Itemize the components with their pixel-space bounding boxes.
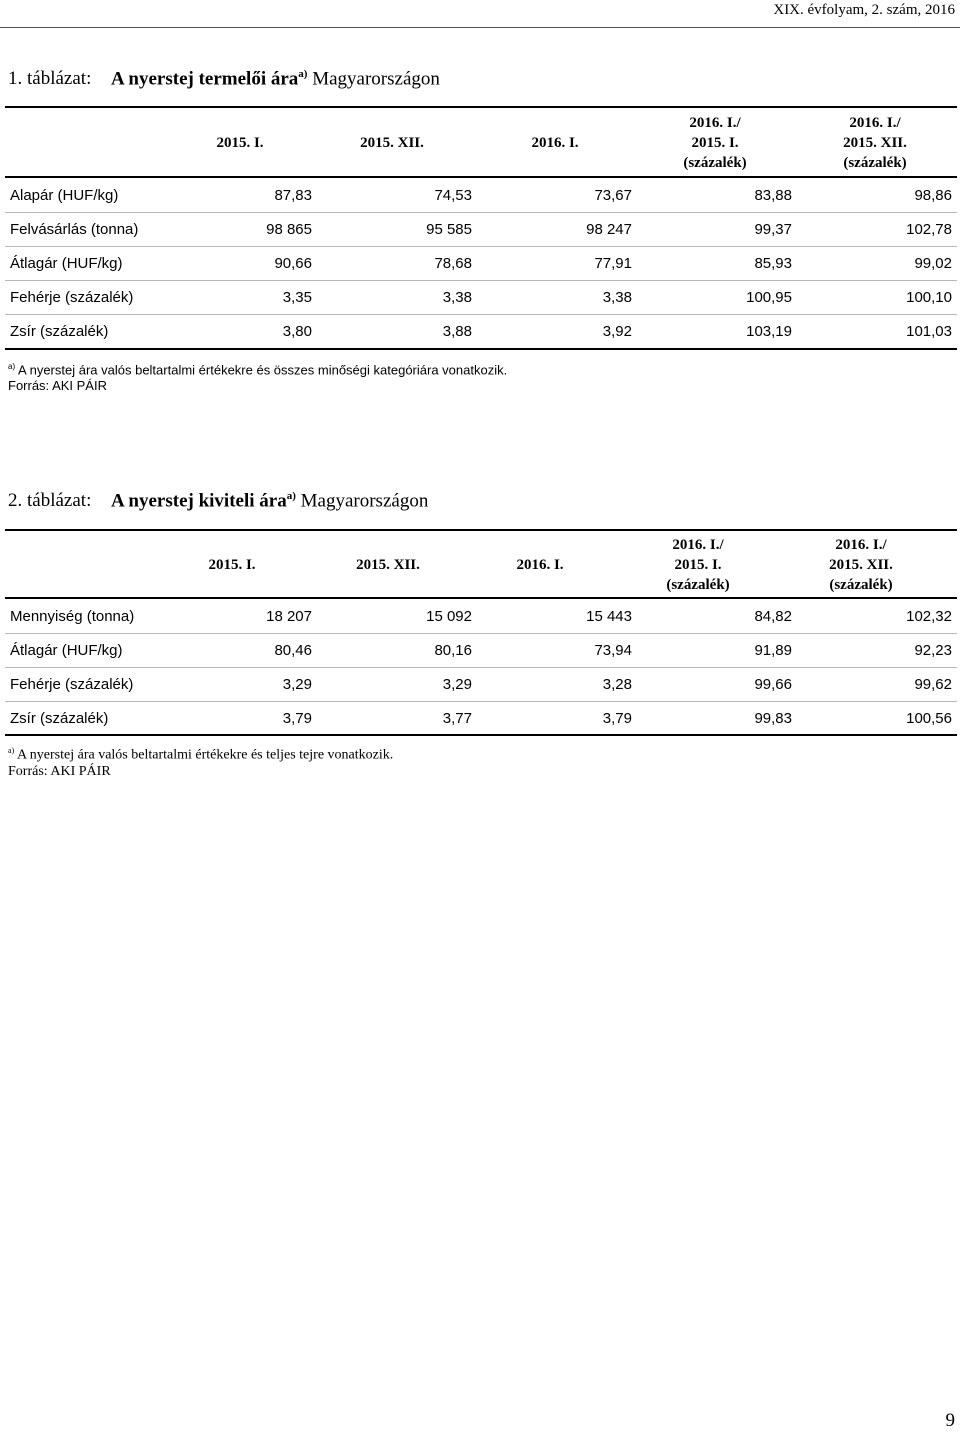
cell-ratio-2015-xii: 101,03 (906, 323, 952, 340)
cell-2015-i: 80,46 (274, 642, 312, 659)
row-label: Fehérje (százalék) (10, 676, 134, 693)
cell-2016-i: 77,91 (594, 255, 632, 272)
col-head-line: (százalék) (666, 577, 730, 593)
col-head-line: 2016. I./ (835, 537, 887, 553)
row-label: Alapár (HUF/kg) (10, 187, 119, 204)
row-label: Zsír (százalék) (10, 323, 109, 340)
cell-2015-xii: 74,53 (434, 187, 472, 204)
footnote-marker: a) (8, 362, 16, 371)
table1-title-suffix: Magyarországon (312, 68, 440, 90)
col-head-line: 2015. I. (208, 557, 256, 573)
cell-2015-xii: 3,77 (442, 710, 472, 727)
table2-title-sup: a) (286, 490, 296, 502)
cell-ratio-2015-i: 85,93 (754, 255, 792, 272)
table1-title (8, 68, 440, 90)
table-row (5, 701, 957, 735)
cell-ratio-2015-i: 99,37 (754, 221, 792, 238)
cell-ratio-2015-xii: 102,78 (906, 221, 952, 238)
table1-title-sup: a) (298, 68, 308, 80)
table-row (5, 599, 957, 634)
cell-2015-i: 18 207 (266, 608, 312, 625)
col-head-line: 2015. XII. (843, 135, 907, 151)
cell-2015-i: 3,29 (282, 676, 312, 693)
cell-2015-xii: 3,38 (442, 289, 472, 306)
cell-2015-xii: 3,29 (442, 676, 472, 693)
header-rule (0, 27, 960, 28)
row-label: Fehérje (százalék) (10, 289, 134, 306)
page-number: 9 (945, 1410, 955, 1431)
table2-title (8, 490, 428, 512)
table2-source: Forrás: AKI PÁIR (8, 764, 111, 779)
cell-ratio-2015-i: 99,83 (754, 710, 792, 727)
table2-col-head-4 (648, 535, 748, 595)
cell-ratio-2015-i: 99,66 (754, 676, 792, 693)
cell-ratio-2015-i: 84,82 (754, 608, 792, 625)
cell-2015-i: 87,83 (274, 187, 312, 204)
table-row (5, 246, 957, 281)
cell-2016-i: 3,38 (602, 289, 632, 306)
col-head-line: 2015. I. (691, 135, 739, 151)
cell-2015-i: 3,79 (282, 710, 312, 727)
col-head-line: (százalék) (683, 155, 747, 171)
row-label: Átlagár (HUF/kg) (10, 255, 123, 272)
cell-ratio-2015-i: 100,95 (746, 289, 792, 306)
cell-ratio-2015-xii: 100,56 (906, 710, 952, 727)
table-row (5, 633, 957, 668)
col-head-line: 2016. I./ (672, 537, 724, 553)
table1-label: 1. táblázat: (8, 68, 92, 90)
cell-ratio-2015-xii: 98,86 (914, 187, 952, 204)
table2-col-head-3 (490, 555, 590, 575)
col-head-line: 2016. I. (516, 557, 564, 573)
row-label: Mennyiség (tonna) (10, 608, 135, 625)
table1-footnote (8, 362, 507, 377)
cell-2015-i: 3,35 (282, 289, 312, 306)
table-row (5, 314, 957, 348)
col-head-line: 2016. I. (531, 135, 579, 151)
cell-ratio-2015-xii: 99,02 (914, 255, 952, 272)
cell-2015-i: 90,66 (274, 255, 312, 272)
row-label: Átlagár (HUF/kg) (10, 642, 123, 659)
cell-2016-i: 73,67 (594, 187, 632, 204)
table1-bottom-rule (5, 348, 957, 350)
col-head-line: 2015. XII. (360, 135, 424, 151)
table2-label: 2. táblázat: (8, 490, 92, 512)
table-row (5, 212, 957, 247)
cell-ratio-2015-xii: 92,23 (914, 642, 952, 659)
cell-2015-i: 3,80 (282, 323, 312, 340)
cell-2015-i: 98 865 (266, 221, 312, 238)
cell-2016-i: 3,92 (602, 323, 632, 340)
table2-col-head-2 (338, 555, 438, 575)
table1-source: Forrás: AKI PÁIR (8, 378, 107, 393)
table1-name: A nyerstej termelői ára (111, 68, 299, 90)
cell-ratio-2015-i: 103,19 (746, 323, 792, 340)
table2-top-rule (5, 529, 957, 531)
row-label: Felvásárlás (tonna) (10, 221, 139, 238)
cell-2015-xii: 78,68 (434, 255, 472, 272)
table-row (5, 178, 957, 213)
table-row (5, 667, 957, 702)
table-row (5, 280, 957, 315)
cell-ratio-2015-i: 91,89 (754, 642, 792, 659)
col-head-line: (százalék) (829, 577, 893, 593)
cell-2016-i: 98 247 (586, 221, 632, 238)
table1-col-head-5 (825, 113, 925, 173)
cell-ratio-2015-xii: 99,62 (914, 676, 952, 693)
col-head-line: 2015. I. (216, 135, 264, 151)
table1-col-head-2 (342, 133, 442, 153)
footnote-text: A nyerstej ára valós beltartalmi értékekre és összes minőségi kategóriára vonatkozik. (18, 362, 508, 378)
table2-bottom-rule (5, 734, 957, 736)
table2-footnote (8, 746, 393, 764)
footnote-text: A nyerstej ára valós beltartalmi értékekre és teljes tejre vonatkozik. (16, 747, 394, 763)
cell-2016-i: 15 443 (586, 608, 632, 625)
col-head-line: (százalék) (843, 155, 907, 171)
table1-col-head-1 (190, 133, 290, 153)
running-head: XIX. évfolyam, 2. szám, 2016 (773, 2, 955, 18)
col-head-line: 2016. I./ (849, 115, 901, 131)
cell-ratio-2015-xii: 100,10 (906, 289, 952, 306)
table2-name: A nyerstej kiviteli ára (111, 490, 287, 512)
cell-ratio-2015-i: 83,88 (754, 187, 792, 204)
col-head-line: 2015. XII. (829, 557, 893, 573)
footnote-marker: a) (8, 746, 15, 755)
cell-ratio-2015-xii: 102,32 (906, 608, 952, 625)
table2-title-suffix: Magyarországon (300, 490, 429, 512)
cell-2016-i: 3,28 (602, 676, 632, 693)
table1-col-head-3 (505, 133, 605, 153)
cell-2015-xii: 95 585 (426, 221, 472, 238)
table1-col-head-4 (665, 113, 765, 173)
col-head-line: 2015. I. (674, 557, 722, 573)
table2-col-head-5 (811, 535, 911, 595)
col-head-line: 2015. XII. (356, 557, 420, 573)
cell-2015-xii: 3,88 (442, 323, 472, 340)
row-label: Zsír (százalék) (10, 710, 109, 727)
cell-2015-xii: 80,16 (434, 642, 472, 659)
col-head-line: 2016. I./ (689, 115, 741, 131)
table1-top-rule (5, 106, 957, 108)
cell-2015-xii: 15 092 (426, 608, 472, 625)
cell-2016-i: 73,94 (594, 642, 632, 659)
table2-col-head-1 (182, 555, 282, 575)
cell-2016-i: 3,79 (602, 710, 632, 727)
